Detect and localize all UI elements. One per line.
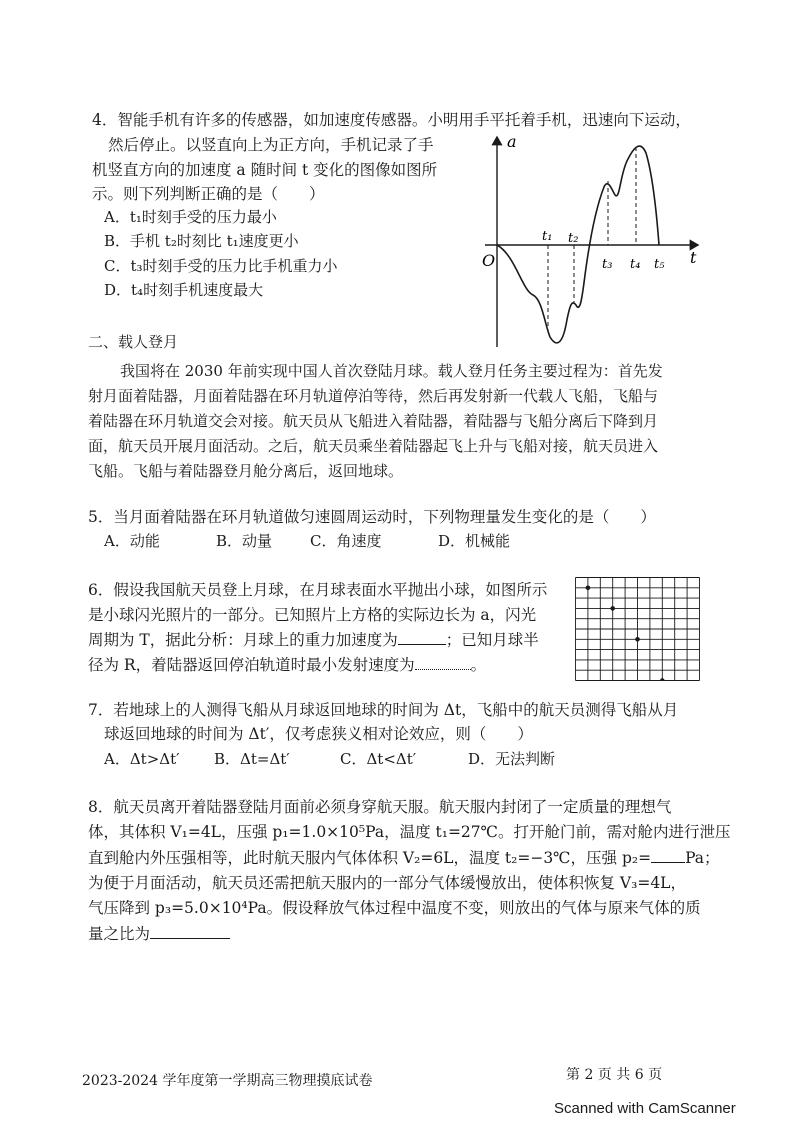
q8-stem-line4: 为便于月面活动，航天员还需把航天服内的一部分气体缓慢放出，使体积恢复 V₃=4L，	[88, 874, 686, 892]
section-paragraph-line1: 我国将在 2030 年前实现中国人首次登陆月球。载人登月任务主要过程为：首先发	[120, 362, 663, 380]
section-heading: 二、载人登月	[88, 333, 179, 351]
q6-velocity-answer-blank[interactable]	[415, 653, 471, 670]
q5-stem: 5．当月面着陆器在环月轨道做匀速圆周运动时，下列物理量发生变化的是（ ）	[88, 508, 656, 526]
q4-stem-line2: 然后停止。以竖直向上为正方向，手机记录了手	[108, 136, 434, 154]
q8-line6-text: 量之比为	[88, 925, 151, 943]
q7-option-b: B．Δt=Δt′	[214, 750, 290, 768]
q4-stem-line4: 示。则下列判断正确的是（ ）	[92, 185, 325, 203]
t-axis-label: t	[690, 248, 697, 267]
ball-position-1	[586, 586, 591, 591]
footer-exam-title: 2023-2024 学年度第一学期高三物理摸底试卷	[82, 1073, 373, 1089]
q6-stem-line3	[88, 628, 539, 652]
q6-stem-line1: 6．假设我国航天员登上月球，在月球表面水平抛出小球，如图所示	[88, 581, 548, 599]
a-axis-label: a	[507, 132, 517, 151]
section-paragraph-line4: 面，航天员开展月面活动。之后，航天员乘坐着陆器起飞上升与飞船对接，航天员进入	[88, 437, 659, 455]
q7-stem-line2: 球返回地球的时间为 Δt′，仅考虑狭义相对论效应，则（ ）	[104, 725, 533, 743]
q4-option-d: D．t₄时刻手机速度最大	[104, 281, 264, 299]
ball-position-4	[660, 678, 665, 681]
q8-line3-text: 直到舱内外压强相等，此时航天服内气体体积 V₂=6L，温度 t₂=−3℃，压强 p₂=	[88, 849, 652, 867]
grid-lines	[576, 578, 700, 681]
q7-option-d: D．无法判断	[468, 750, 556, 768]
q6-stem-line4	[88, 653, 486, 677]
q4-option-a: A．t₁时刻手受的压力最小	[104, 208, 277, 226]
q6-line4-tail: 。	[470, 656, 487, 674]
q7-option-a: A．Δt>Δt′	[104, 750, 180, 768]
tick-t4: t₄	[630, 257, 641, 272]
section-paragraph-line3: 着陆器在环月轨道交会对接。航天员从飞船进入着陆器，着陆器与飞船分离后下降到月	[88, 412, 659, 430]
q8-stem-line1: 8．航天员离开着陆器登陆月面前必须身穿航天服。航天服内封闭了一定质量的理想气	[88, 798, 672, 816]
q5-option-c: C．角速度	[310, 532, 382, 550]
q8-stem-line5: 气压降到 p₃=5.0×10⁴Pa。假设释放气体过程中温度不变，则放出的气体与原来气体的质	[88, 899, 701, 917]
q8-mass-ratio-answer-blank[interactable]	[150, 922, 230, 939]
q4-stem-line1: 4．智能手机有许多的传感器，如加速度传感器。小明用手平托着手机，迅速向下运动，	[92, 111, 691, 129]
scanner-watermark: Scanned with CamScanner	[554, 1100, 736, 1117]
flash-photo-grid	[575, 577, 700, 681]
q8-stem-line2: 体，其体积 V₁=4L，压强 p₁=1.0×10⁵Pa，温度 t₁=27℃。打开舱门前，需对舱内进行泄压	[88, 823, 731, 841]
section-paragraph-line5: 飞船。飞船与着陆器登月舱分离后，返回地球。	[88, 462, 404, 480]
q5-option-d: D．机械能	[438, 532, 511, 550]
q4-option-b: B．手机 t₂时刻比 t₁速度更小	[104, 232, 299, 250]
footer-page-number: 第 2 页 共 6 页	[566, 1067, 663, 1083]
q7-stem-line1: 7．若地球上的人测得飞船从月球返回地球的时间为 Δt，飞船中的航天员测得飞船从月	[88, 701, 679, 719]
tick-t1: t₁	[542, 229, 553, 244]
q4-option-c: C．t₃时刻手受的压力比手机重力小	[104, 257, 338, 275]
tick-t3: t₃	[602, 257, 613, 272]
q6-gravity-answer-blank[interactable]	[398, 628, 446, 645]
q8-line3-unit: Pa；	[685, 849, 720, 867]
tick-t5: t₅	[654, 257, 665, 272]
tick-t2: t₂	[568, 231, 579, 246]
section-paragraph-line2: 射月面着陆器，月面着陆器在环月轨道停泊等待，然后再发射新一代载人飞船，飞船与	[88, 387, 659, 405]
q6-stem-line2: 是小球闪光照片的一部分。已知照片上方格的实际边长为 a，闪光	[88, 606, 537, 624]
q6-line3-tail: ；已知月球半	[445, 631, 539, 649]
ball-position-3	[635, 637, 640, 642]
q8-stem-line6	[88, 922, 230, 946]
q8-stem-line3	[88, 846, 720, 870]
q6-line3-text: 周期为 T，据此分析：月球上的重力加速度为	[88, 631, 398, 649]
q6-line4-text: 径为 R，着陆器返回停泊轨道时最小发射速度为	[88, 656, 415, 674]
q7-option-c: C．Δt<Δt′	[340, 750, 417, 768]
acceleration-time-graph	[470, 125, 710, 360]
ball-position-2	[610, 606, 615, 611]
q4-stem-line3: 机竖直方向的加速度 a 随时间 t 变化的图像如图所	[92, 161, 438, 179]
origin-label: O	[482, 251, 496, 270]
q5-option-a: A．动能	[104, 532, 160, 550]
q8-pressure-answer-blank[interactable]	[651, 846, 685, 863]
q5-option-b: B．动量	[216, 532, 273, 550]
